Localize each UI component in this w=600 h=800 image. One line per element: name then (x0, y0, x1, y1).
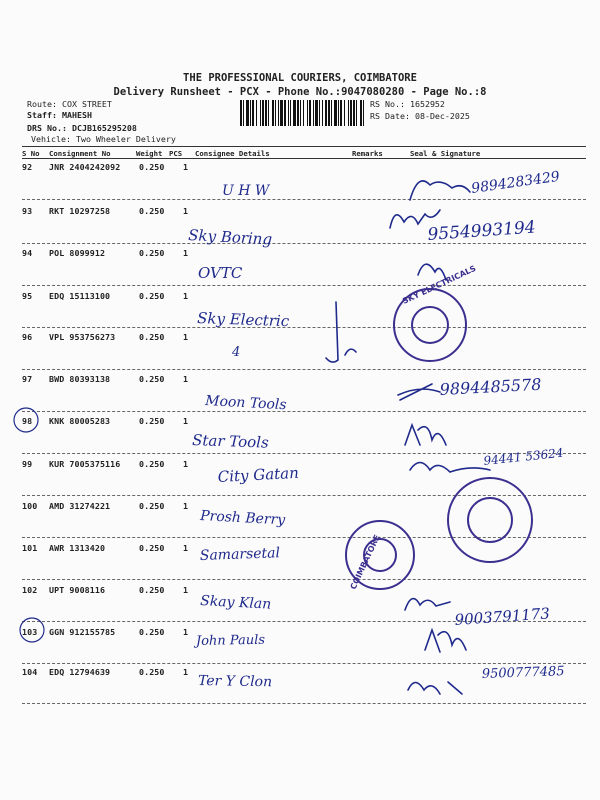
circle-mark-103 (20, 618, 44, 642)
pcs: 1 (183, 459, 189, 469)
handwriting-name: Sky Boring (187, 226, 273, 249)
signature-102 (405, 599, 450, 610)
runsheet-subtitle: Delivery Runsheet - PCX - Phone No.:9047080280 - Page No.:8 (113, 86, 487, 98)
consignment-no: JNR 2404242092 (49, 162, 121, 172)
col-consignment: Consignment No (49, 149, 111, 158)
consignment-no: RKT 10297258 (49, 206, 111, 216)
stamp-round-2 (448, 478, 532, 562)
sno: 102 (22, 585, 38, 595)
col-pcs: PCS (169, 149, 183, 158)
handwriting-name: John Pauls (195, 632, 266, 649)
signature-92 (410, 181, 470, 200)
sno: 94 (22, 248, 33, 258)
handwriting-phone: 9003791173 (454, 604, 551, 629)
consignment-no: AMD 31274221 (49, 501, 111, 511)
signature-97 (398, 384, 440, 400)
handwriting-name: Prosh Berry (199, 508, 286, 529)
pcs: 1 (183, 374, 189, 384)
sno: 100 (22, 501, 38, 511)
weight: 0.250 (139, 667, 165, 677)
weight: 0.250 (139, 332, 165, 342)
sno: 95 (22, 291, 33, 301)
sno: 96 (22, 332, 33, 342)
pcs: 1 (183, 543, 189, 553)
pcs: 1 (183, 501, 189, 511)
sno: 104 (22, 667, 38, 677)
weight: 0.250 (139, 206, 165, 216)
pcs: 1 (183, 667, 189, 677)
handwriting-name: City Gatan (217, 463, 300, 486)
consignment-no: EDQ 15113100 (49, 291, 111, 301)
consignment-no: EDQ 12794639 (49, 667, 111, 677)
pcs: 1 (183, 627, 189, 637)
pcs: 1 (183, 332, 189, 342)
sno: 99 (22, 459, 33, 469)
consignment-no: KUR 7005375116 (49, 459, 121, 469)
signature-99 (410, 463, 490, 473)
stamp-text: SKY ELECTRICALS (401, 263, 478, 306)
bracket-mark-2 (345, 349, 356, 355)
circle-mark-98 (14, 408, 38, 432)
handwriting-name: OVTC (198, 264, 243, 282)
bracket-mark (326, 302, 338, 362)
consignment-no: GGN 912155785 (49, 627, 116, 637)
handwriting-name: Moon Tools (204, 393, 287, 414)
handwriting-name: Samarsetal (199, 545, 281, 564)
pcs: 1 (183, 291, 189, 301)
route-label: Route: COX STREET (27, 99, 112, 109)
weight: 0.250 (139, 459, 165, 469)
weight: 0.250 (139, 248, 165, 258)
vehicle-label: Vehicle: Two Wheeler Delivery (31, 134, 176, 144)
sno: 101 (22, 543, 38, 553)
handwriting-phone: 9894283429 (470, 168, 561, 197)
consignment-no: POL 8099912 (49, 248, 106, 258)
sno: 93 (22, 206, 33, 216)
signature-98 (405, 425, 446, 445)
handwriting-name: Ter Y Clon (197, 673, 273, 691)
handwriting-name: Star Tools (191, 431, 270, 452)
consignment-no: BWD 80393138 (49, 374, 111, 384)
handwriting-phone: 9500777485 (481, 664, 565, 682)
staff-label: Staff: MAHESH (27, 110, 92, 120)
consignment-no: VPL 953756273 (49, 332, 116, 342)
weight: 0.250 (139, 291, 165, 301)
sno: 97 (22, 374, 33, 384)
col-remarks: Remarks (352, 149, 383, 158)
weight: 0.250 (139, 374, 165, 384)
sno: 92 (22, 162, 33, 172)
consignment-no: AWR 1313420 (49, 543, 106, 553)
handwriting-phone: 9894485578 (439, 374, 542, 399)
col-weight: Weight (136, 149, 163, 158)
col-seal-signature: Seal & Signature (410, 149, 481, 158)
signature-103 (425, 630, 466, 652)
drs-number: DRS No.: DCJB165295208 (27, 123, 137, 133)
consignment-no: UPT 9008116 (49, 585, 106, 595)
weight: 0.250 (139, 627, 165, 637)
weight: 0.250 (139, 162, 165, 172)
sno: 103 (22, 627, 38, 637)
weight: 0.250 (139, 416, 165, 426)
col-sno: S No (22, 149, 40, 158)
handwriting-phone: 9554993194 (426, 217, 537, 245)
weight: 0.250 (139, 501, 165, 511)
signature-104 (408, 682, 462, 694)
handwriting-name: 4 (232, 345, 241, 360)
handwriting-name: U H W (222, 183, 270, 199)
consignment-no: KNK 80005283 (49, 416, 111, 426)
handwriting-name: Skay Klan (199, 593, 272, 613)
sno: 98 (22, 416, 33, 426)
company-title: THE PROFESSIONAL COURIERS, COIMBATORE (183, 72, 417, 84)
handwriting-name: Sky Electric (196, 309, 290, 331)
stamp-text-city: COIMBATORE (348, 533, 382, 591)
handwriting-phone: 94441 53624 (482, 445, 565, 468)
pcs: 1 (183, 248, 189, 258)
rs-number: RS No.: 1652952 (370, 99, 445, 109)
pcs: 1 (183, 162, 189, 172)
weight: 0.250 (139, 585, 165, 595)
pcs: 1 (183, 206, 189, 216)
pcs: 1 (183, 416, 189, 426)
pcs: 1 (183, 585, 189, 595)
rs-date: RS Date: 08-Dec-2025 (370, 111, 470, 121)
weight: 0.250 (139, 543, 165, 553)
col-consignee: Consignee Details (195, 149, 270, 158)
